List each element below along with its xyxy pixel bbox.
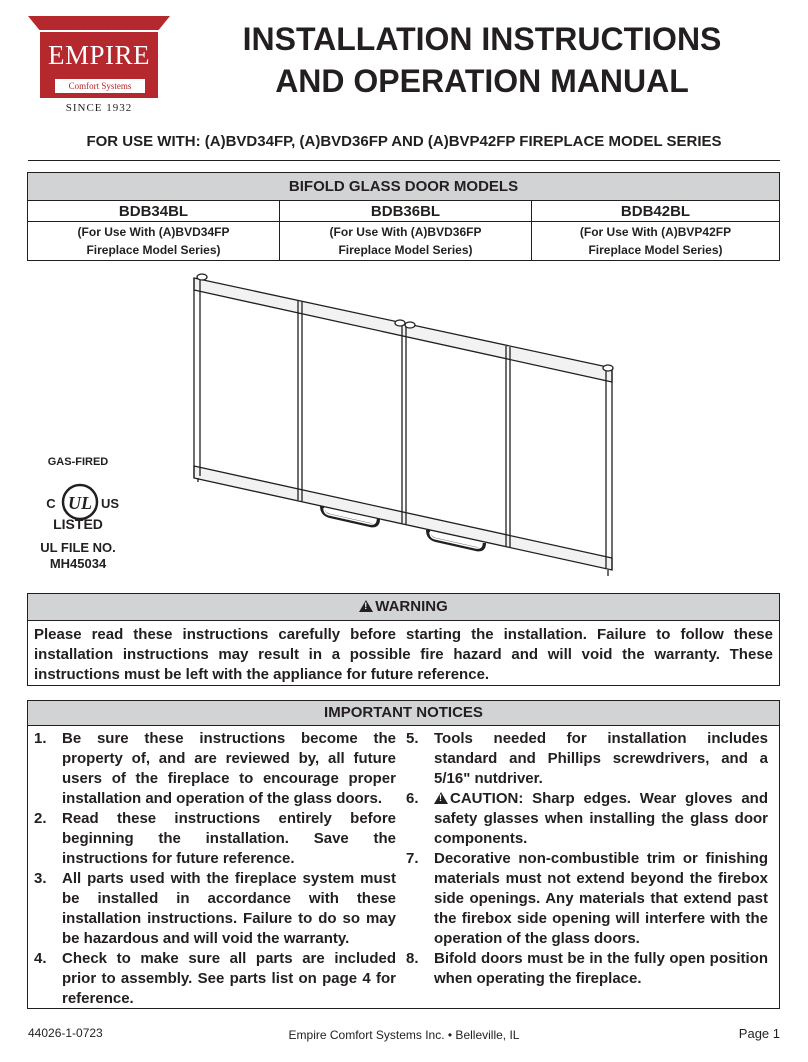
notice-item (34, 729, 396, 809)
model-use-line-1: (For Use With (A)BVD36FP (329, 225, 482, 239)
notice-number: 6. (406, 790, 419, 807)
notices-column-left (34, 729, 396, 1009)
notice-item (34, 869, 396, 949)
model-use (532, 222, 780, 261)
model-code: BDB42BL (532, 201, 780, 222)
notice-text: CAUTION: Sharp edges. Wear gloves and safety glasses when installing the glass door components. (434, 790, 768, 847)
warning-heading (28, 594, 779, 621)
notice-number: 5. (406, 730, 419, 747)
models-table (27, 172, 780, 261)
model-code: BDB34BL (28, 201, 280, 222)
notice-item (406, 849, 768, 949)
ul-file-label: UL FILE NO. (40, 540, 116, 555)
notice-item (34, 809, 396, 869)
page-title (212, 18, 752, 102)
ul-listed: LISTED (53, 516, 103, 532)
warning-text: Please read these instructions carefully before starting the installation. Failure to follow these installation instructions may result in a possible fire hazard and will void the warranty. These instructions must be left with the appliance for future reference. (34, 626, 773, 683)
notices-column-right (406, 729, 768, 989)
notice-text: All parts used with the fireplace system must be installed in accordance with these installation instructions. Failure to do so may be hazardous and will void the warranty. (62, 870, 396, 947)
ul-us: US (100, 496, 120, 511)
warning-heading-text: WARNING (375, 598, 448, 615)
document-number: 44026-1-0723 (28, 1026, 103, 1040)
ul-c: C (46, 496, 56, 511)
ul-letters: UL (68, 493, 92, 513)
notice-text: Tools needed for installation includes standard and Phillips screwdrivers, and a 5/16" nutdriver. (434, 730, 768, 787)
notice-item (34, 949, 396, 1009)
notice-number: 4. (34, 950, 47, 967)
notice-text: Bifold doors must be in the fully open position when operating the fireplace. (434, 950, 768, 987)
model-use-line-1: (For Use With (A)BVP42FP (579, 225, 732, 239)
warning-icon (359, 600, 373, 612)
notice-text: Read these instructions entirely before beginning the installation. Save the instructions for future reference. (62, 810, 396, 867)
logo-subtitle: Comfort Systems (54, 78, 146, 94)
notice-text: Decorative non-combustible trim or finishing materials must not extend beyond the firebox side openings. Any materials that extend past the firebox side opening will interfere with the operation of the glass doors. (434, 850, 768, 947)
logo-plinth (28, 16, 170, 30)
notices-heading: IMPORTANT NOTICES (28, 701, 779, 726)
notice-number: 1. (34, 730, 47, 747)
model-code: BDB36BL (280, 201, 532, 222)
important-notices (27, 700, 780, 1009)
notice-text: Be sure these instructions become the property of, and are reviewed by, all future users of the fireplace to encourage proper installation and operation of the glass doors. (62, 730, 396, 807)
model-use-line-1: (For Use With (A)BVD34FP (77, 225, 230, 239)
ul-gas-fired: GAS-FIRED (47, 456, 109, 468)
divider (28, 160, 780, 161)
empire-logo (28, 16, 170, 114)
notice-number: 7. (406, 850, 419, 867)
bifold-door-illustration (188, 268, 628, 588)
for-use-with: FOR USE WITH: (A)BVD34FP, (A)BVD36FP AND (A)BVP42FP FIREPLACE MODEL SERIES (86, 133, 722, 150)
notice-number: 2. (34, 810, 47, 827)
ul-file-number: MH45034 (49, 556, 107, 571)
logo-since: SINCE 1932 (65, 102, 133, 114)
notice-text: Check to make sure all parts are included prior to assembly. See parts list on page 4 for reference. (62, 950, 396, 1007)
model-use-line-2: Fireplace Model Series) (86, 243, 221, 257)
notice-item (406, 949, 768, 989)
models-heading: BIFOLD GLASS DOOR MODELS (28, 173, 780, 201)
model-use-line-2: Fireplace Model Series) (588, 243, 723, 257)
warning-box (27, 593, 780, 686)
caution-icon (434, 792, 448, 804)
model-use-line-2: Fireplace Model Series) (338, 243, 473, 257)
notice-number: 3. (34, 870, 47, 887)
title-line-2: AND OPERATION MANUAL (275, 63, 689, 99)
model-use (28, 222, 280, 261)
ul-listing-mark (28, 452, 130, 572)
logo-brand: EMPIRE (47, 40, 150, 70)
model-use (280, 222, 532, 261)
page-number: Page 1 (738, 1026, 780, 1041)
notice-item (406, 789, 768, 849)
notice-number: 8. (406, 950, 419, 967)
notice-item (406, 729, 768, 789)
title-line-1: INSTALLATION INSTRUCTIONS (242, 21, 722, 57)
footer-company: Empire Comfort Systems Inc. • Belleville, IL (288, 1028, 520, 1042)
